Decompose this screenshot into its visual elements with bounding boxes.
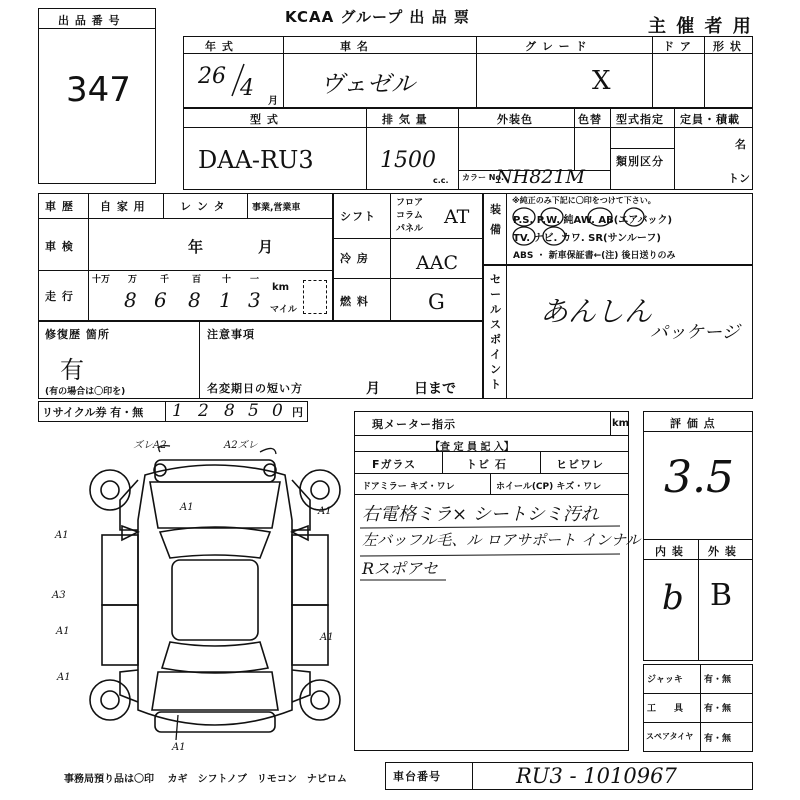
evaluation-score: 3.5 bbox=[664, 452, 734, 503]
mileage-label: 走 行 bbox=[45, 290, 74, 303]
mileage-digit-100: 8 bbox=[188, 288, 201, 312]
equipment-line-2: TV. ナビ. カワ. SR(サンルーフ) bbox=[513, 233, 661, 244]
tool-tools-options: 有・無 bbox=[704, 704, 732, 714]
color-no-label: カラー No. bbox=[462, 173, 505, 182]
interior-grade: b bbox=[662, 578, 684, 618]
sales-point-line-1: あんしん bbox=[540, 295, 653, 328]
lot-number-value: 347 bbox=[66, 70, 131, 110]
shift-value: AT bbox=[444, 206, 470, 228]
office-note: 事務局預り品は〇印 カギ シフトノブ リモコン ナビロム bbox=[64, 774, 347, 785]
lot-number-label: 出 品 番 号 bbox=[58, 14, 121, 27]
name-change-label: 名変期日の短い方 bbox=[207, 382, 303, 395]
recycle-digit-2: 2 bbox=[198, 401, 209, 421]
recycle-digit-4: 5 bbox=[248, 401, 259, 421]
digit-label-10: 十 bbox=[222, 275, 232, 285]
shift-panel: パネル bbox=[396, 224, 424, 234]
exterior-grade: B bbox=[710, 578, 733, 613]
digit-label-10k: 万 bbox=[128, 275, 138, 285]
shift-column: コラム bbox=[396, 211, 423, 221]
shift-label: シフト bbox=[340, 210, 376, 223]
mileage-digit-10k: 8 bbox=[124, 288, 137, 312]
capacity-person-unit: 名 bbox=[735, 138, 747, 151]
interior-label: 内 装 bbox=[655, 545, 684, 558]
history-label: 車 歴 bbox=[45, 200, 74, 213]
car-damage-diagram bbox=[80, 440, 350, 760]
month-unit: 月 bbox=[268, 96, 279, 107]
mile-unit: マイル bbox=[270, 305, 297, 315]
damage-mark-right-rear: A1 bbox=[320, 632, 334, 643]
equipment-line-1: P.S. P.W. 純AW. AB(エアバック) bbox=[513, 215, 673, 226]
exterior-label: 外 装 bbox=[708, 545, 737, 558]
repair-label: 修復歴 箇所 bbox=[45, 328, 110, 341]
month-value: 4 bbox=[240, 76, 254, 101]
car-name-label: 車 名 bbox=[340, 40, 369, 53]
damage-mark-front-left: ズレA2 bbox=[133, 440, 167, 451]
chassis-label: 車台番号 bbox=[393, 770, 441, 783]
inspection-month-unit: 月 bbox=[258, 238, 275, 256]
type-designation-label: 型式指定 bbox=[616, 113, 664, 126]
sales-point-label: セールスポイント bbox=[490, 273, 502, 391]
recycle-digit-3: 8 bbox=[224, 401, 235, 421]
tool-jack-label: ジャッキ bbox=[647, 675, 683, 685]
tool-spare-label: スペアタイヤ bbox=[646, 732, 694, 741]
capacity-label: 定員・積載 bbox=[680, 113, 740, 126]
damage-mark-rear-bumper: A1 bbox=[172, 742, 186, 753]
repaint-label: 色替 bbox=[578, 113, 602, 126]
km-unit: km bbox=[272, 282, 290, 293]
inspector-note-3: Rスポアセ bbox=[362, 559, 438, 578]
tool-spare-options: 有・無 bbox=[704, 734, 732, 744]
damage-mark-left-rear: A1 bbox=[57, 672, 71, 683]
mileage-digit-1k: 6 bbox=[154, 288, 167, 312]
tool-tools-label: 工 具 bbox=[647, 704, 684, 714]
front-glass-label: Fガラス bbox=[372, 458, 417, 471]
tool-jack-options: 有・無 bbox=[704, 675, 732, 685]
chip-label: トビ 石 bbox=[466, 458, 507, 471]
history-option-business: 事業,営業車 bbox=[252, 203, 301, 213]
repair-note: (有の場合は〇印を) bbox=[45, 387, 126, 397]
meter-label: 現メーター指示 bbox=[372, 418, 456, 431]
recycle-digit-1: 1 bbox=[172, 401, 183, 421]
sales-point-line-2: パッケージ bbox=[650, 322, 740, 343]
note-underlines bbox=[356, 520, 626, 590]
name-change-day: 日まで bbox=[414, 381, 456, 397]
capacity-ton-unit: トン bbox=[728, 172, 750, 185]
door-mirror-label: ドアミラー キズ・ワレ bbox=[362, 482, 455, 492]
equipment-label: 装備 bbox=[490, 203, 502, 236]
name-change-month: 月 bbox=[366, 381, 381, 397]
shape-label: 形 状 bbox=[713, 40, 742, 53]
category-label: 類別区分 bbox=[616, 155, 664, 168]
model-value: DAA-RU3 bbox=[198, 146, 314, 174]
displacement-value: 1500 bbox=[380, 148, 436, 173]
document-title: KCAA グループ 出 品 票 bbox=[285, 8, 470, 26]
door-label: ド ア bbox=[663, 40, 692, 53]
crack-label: ヒビワレ bbox=[556, 458, 604, 471]
damage-mark-left-door: A3 bbox=[52, 590, 66, 601]
damage-mark-front-right: A2ズレ bbox=[224, 440, 258, 451]
digit-label-1: 一 bbox=[250, 275, 260, 285]
damage-mark-hood: A1 bbox=[180, 502, 194, 513]
inspection-label: 車 検 bbox=[45, 240, 74, 253]
repair-value: 有 bbox=[60, 356, 84, 384]
car-name-value: ヴェゼル bbox=[320, 70, 416, 98]
digit-label-1k: 千 bbox=[160, 275, 170, 285]
organizer-label: 主 催 者 用 bbox=[648, 16, 753, 37]
damage-mark-right-front: A1 bbox=[318, 506, 332, 517]
equipment-circle-marks bbox=[508, 203, 748, 251]
digit-label-100: 百 bbox=[192, 275, 202, 285]
grade-label: グ レ ー ド bbox=[525, 40, 588, 53]
color-no-value: NH821M bbox=[496, 166, 585, 188]
inspector-note-1: 右電格ミラ× シートシミ汚れ bbox=[362, 504, 599, 525]
equipment-line-3: ABS ・ 新車保証書←(注) 後日送りのみ bbox=[513, 251, 676, 261]
recycle-label: リサイクル券 有・無 bbox=[42, 406, 144, 419]
displacement-label: 排 気 量 bbox=[382, 113, 428, 126]
digit-label-100k: 十万 bbox=[92, 275, 111, 285]
history-option-private: 自 家 用 bbox=[100, 200, 146, 213]
wheel-label: ホイール(CP) キズ・ワレ bbox=[496, 482, 602, 492]
cc-unit: c.c. bbox=[433, 176, 449, 185]
chassis-value: RU3 - 1010967 bbox=[516, 764, 677, 788]
inspector-note-2: 左バッフル毛、ル ロアサポート インナル bbox=[362, 531, 641, 549]
caution-label: 注意事項 bbox=[207, 328, 255, 341]
shift-floor: フロア bbox=[396, 198, 424, 208]
recycle-unit: 円 bbox=[292, 406, 303, 419]
exterior-color-label: 外装色 bbox=[497, 113, 533, 126]
fuel-label: 燃 料 bbox=[340, 295, 369, 308]
grade-value: X bbox=[592, 66, 611, 96]
year-label: 年 式 bbox=[205, 40, 234, 53]
damage-mark-left-front: A1 bbox=[55, 530, 69, 541]
equipment-note: ※純正のみ下記に〇印をつけて下さい。 bbox=[512, 196, 656, 205]
mileage-digit-1: 3 bbox=[248, 288, 261, 312]
inspection-year-unit: 年 bbox=[188, 238, 205, 256]
evaluation-label: 評 価 点 bbox=[670, 417, 716, 430]
fuel-value: G bbox=[428, 290, 445, 314]
mileage-digit-10: 1 bbox=[219, 288, 232, 312]
meter-unit: km bbox=[612, 418, 630, 429]
inspector-title: 【査 定 員 記 入】 bbox=[430, 442, 514, 453]
damage-mark-left-rear-door: A1 bbox=[56, 626, 70, 637]
history-option-rental: レ ン タ bbox=[180, 200, 226, 213]
year-value: 26 bbox=[198, 64, 226, 89]
model-label: 型 式 bbox=[250, 113, 279, 126]
mile-checkbox bbox=[303, 280, 327, 314]
recycle-digit-5: 0 bbox=[272, 401, 283, 421]
ac-label: 冷 房 bbox=[340, 252, 369, 265]
ac-value: AAC bbox=[416, 252, 458, 274]
